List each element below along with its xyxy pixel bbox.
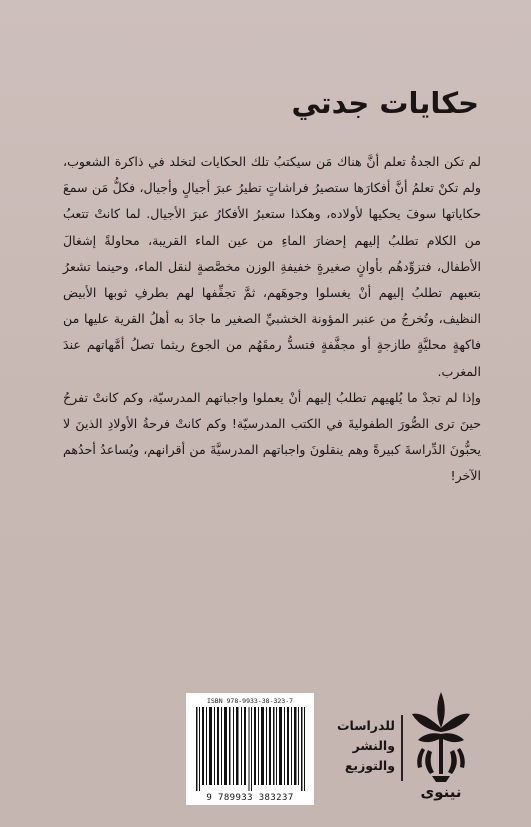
flower-logo-icon [406,688,476,798]
barcode-icon [196,707,306,791]
isbn-label: ISBN 978-9933-38-323-7 [206,697,294,705]
blurb-paragraph-1: لم تكن الجدةُ تعلم أنَّ هناك مَن سيكتبُ تلك الحكايات لتخلد في ذاكرة الشعوب، ولم تكنْ تعلمُ أنَّ أفكارَها ستصيرُ فراشاتٍ تطيرُ عبرَ أجيالٍ وأجيال، فكلُّ مَن سمعَ حكاياتها سوفَ يحكيها لأولاده، وهكذا ستعبرُ الأفكارُ عبرَ الأجيال. لما كانتْ تتعبُ من الكلام تطلبُ إليهم إحضارَ الماءِ من عين الماء القريبة، محاولةً إشغالَ الأطفال، فتزوِّدهُم بأوانٍ صغيرةٍ خفيفةِ الوزن مخصَّصةٍ لنقل الماء، وحينما تشعرُ بتعبهم تطلبُ إليهم أنْ يغسلوا وجوهَهم، ثمَّ تجفِّفها لهم بطرفِ ثوبها الأبيض النظيف، وتُخرجُ من عنبر المؤونة الخشبيِّ الصغير ما جادَ به أهلُ القرية عليها من فاكهةٍ محليَّةٍ طازجةٍ أو مجفَّفةٍ فتسدُّ رمقَهُم من الجوع ريثما تصلُ أمَّهاتهم عندَ المغرب. [63,154,481,379]
publisher-divider [401,715,403,781]
book-title: حكايات جدتي [291,86,479,120]
publisher-line-1: للدراسات [336,718,395,733]
blurb-paragraph-2: وإذا لم تجدْ ما يُلهيهم تطلبُ إليهم أنْ يعملوا واجباتهم المدرسيّة، وكم كانتْ تفرحُ حينَ ترى الصُّورَ الطفوليةَ في الكتب المدرسيّة! وكم كانتْ فرحةُ الأولادِ الذينَ لا يحبُّونَ الدِّراسةَ كبيرةً وهم ينقلونَ واجباتهم المدرسيَّةَ من أقرانهم، ويُساعدُ أحدُهم الآخر! [63,389,481,484]
publisher-line-3: والتوزيع [344,758,395,773]
barcode-number: 9 789933 383237 [206,793,294,803]
blurb-text [63,149,481,490]
publisher-tagline [331,716,395,776]
publisher-name: نينوى [420,783,462,801]
publisher-line-2: والنشر [352,738,395,753]
